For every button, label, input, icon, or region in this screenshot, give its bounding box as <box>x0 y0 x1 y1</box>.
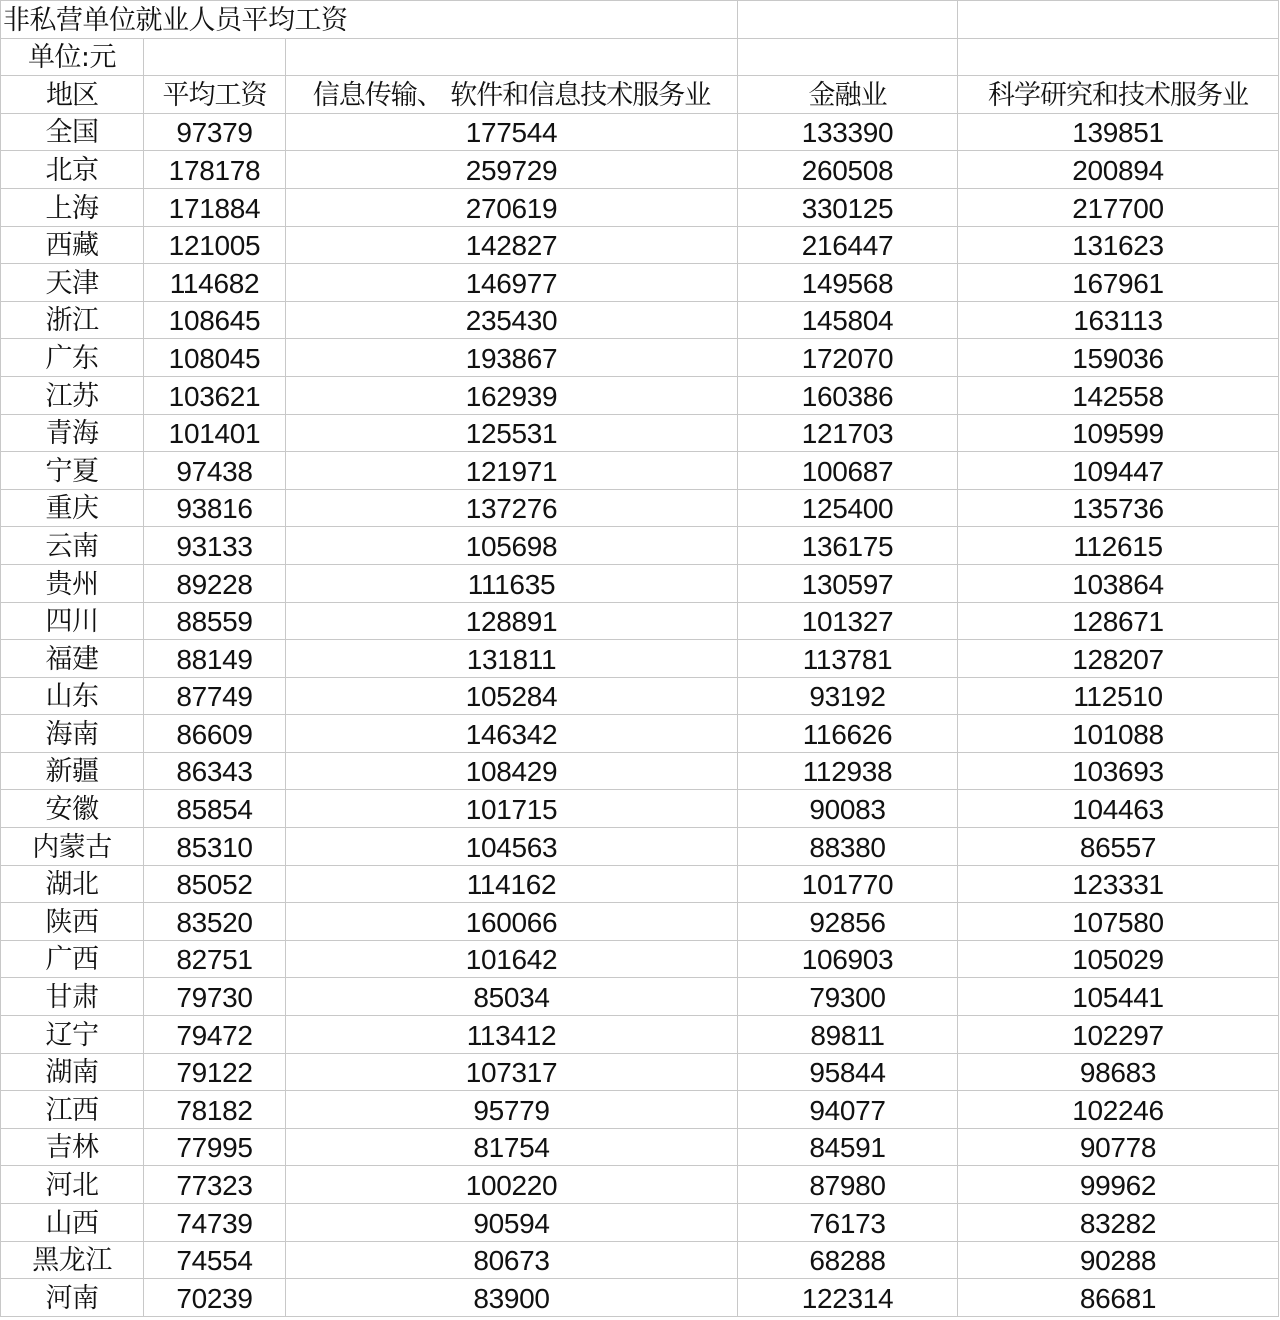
average-wage-cell[interactable]: 79730 <box>144 978 286 1016</box>
region-cell[interactable]: 北京 <box>1 151 144 189</box>
average-wage-cell[interactable]: 78182 <box>144 1091 286 1129</box>
it-services-cell[interactable]: 162939 <box>286 376 738 414</box>
table-row <box>1 188 1279 226</box>
science-tech-cell[interactable]: 159036 <box>958 339 1279 377</box>
table-row <box>1 527 1279 565</box>
average-wage-cell[interactable]: 114682 <box>144 264 286 302</box>
finance-cell[interactable]: 100687 <box>738 452 958 490</box>
it-services-cell[interactable]: 105698 <box>286 527 738 565</box>
finance-cell[interactable]: 330125 <box>738 188 958 226</box>
table-row <box>1 113 1279 151</box>
finance-cell[interactable]: 106903 <box>738 940 958 978</box>
table-row <box>1 1091 1279 1129</box>
region-cell[interactable]: 广西 <box>1 940 144 978</box>
region-cell[interactable]: 甘肃 <box>1 978 144 1016</box>
region-cell[interactable]: 江西 <box>1 1091 144 1129</box>
region-cell[interactable]: 贵州 <box>1 564 144 602</box>
average-wage-cell[interactable]: 83520 <box>144 903 286 941</box>
finance-cell[interactable]: 94077 <box>738 1091 958 1129</box>
science-tech-cell[interactable]: 103693 <box>958 752 1279 790</box>
region-cell[interactable]: 广东 <box>1 339 144 377</box>
average-wage-cell[interactable]: 88559 <box>144 602 286 640</box>
it-services-cell[interactable]: 270619 <box>286 188 738 226</box>
it-services-cell[interactable]: 125531 <box>286 414 738 452</box>
science-tech-cell[interactable]: 105029 <box>958 940 1279 978</box>
finance-cell[interactable]: 93192 <box>738 677 958 715</box>
it-services-cell[interactable]: 80673 <box>286 1241 738 1279</box>
finance-cell[interactable]: 149568 <box>738 264 958 302</box>
science-tech-cell[interactable]: 109599 <box>958 414 1279 452</box>
science-tech-cell[interactable]: 90288 <box>958 1241 1279 1279</box>
table-row <box>1 1166 1279 1204</box>
finance-cell[interactable]: 216447 <box>738 226 958 264</box>
table-row <box>1 264 1279 302</box>
science-tech-cell[interactable]: 101088 <box>958 715 1279 753</box>
table-row <box>1 1204 1279 1242</box>
average-wage-cell[interactable]: 178178 <box>144 151 286 189</box>
it-services-cell[interactable]: 100220 <box>286 1166 738 1204</box>
table-row <box>1 602 1279 640</box>
region-cell[interactable]: 四川 <box>1 602 144 640</box>
science-tech-cell[interactable]: 135736 <box>958 489 1279 527</box>
average-wage-cell[interactable]: 88149 <box>144 640 286 678</box>
table-row <box>1 1279 1279 1317</box>
finance-cell[interactable]: 95844 <box>738 1053 958 1091</box>
region-cell[interactable]: 天津 <box>1 264 144 302</box>
table-row <box>1 640 1279 678</box>
science-tech-cell[interactable]: 98683 <box>958 1053 1279 1091</box>
it-services-cell[interactable]: 193867 <box>286 339 738 377</box>
region-cell[interactable]: 湖南 <box>1 1053 144 1091</box>
table-row <box>1 903 1279 941</box>
region-cell[interactable]: 内蒙古 <box>1 828 144 866</box>
science-tech-cell[interactable]: 102297 <box>958 1016 1279 1054</box>
it-services-cell[interactable]: 107317 <box>286 1053 738 1091</box>
science-tech-cell[interactable]: 142558 <box>958 376 1279 414</box>
finance-cell[interactable]: 76173 <box>738 1204 958 1242</box>
region-cell[interactable]: 青海 <box>1 414 144 452</box>
table-row <box>1 865 1279 903</box>
it-services-cell[interactable]: 101642 <box>286 940 738 978</box>
finance-cell[interactable]: 79300 <box>738 978 958 1016</box>
finance-cell[interactable]: 113781 <box>738 640 958 678</box>
table-row <box>1 151 1279 189</box>
finance-cell[interactable]: 89811 <box>738 1016 958 1054</box>
science-tech-cell[interactable]: 90778 <box>958 1128 1279 1166</box>
average-wage-cell[interactable]: 93133 <box>144 527 286 565</box>
table-row <box>1 1241 1279 1279</box>
it-services-cell[interactable]: 128891 <box>286 602 738 640</box>
it-services-cell[interactable]: 131811 <box>286 640 738 678</box>
title-row <box>1 1 1279 39</box>
average-wage-cell[interactable]: 79122 <box>144 1053 286 1091</box>
region-cell[interactable]: 浙江 <box>1 301 144 339</box>
science-tech-cell[interactable]: 86557 <box>958 828 1279 866</box>
average-wage-cell[interactable]: 85310 <box>144 828 286 866</box>
average-wage-cell[interactable]: 171884 <box>144 188 286 226</box>
table-row <box>1 339 1279 377</box>
it-services-cell[interactable]: 104563 <box>286 828 738 866</box>
empty-cell[interactable] <box>286 38 738 76</box>
finance-cell[interactable]: 88380 <box>738 828 958 866</box>
region-cell[interactable]: 山东 <box>1 677 144 715</box>
average-wage-cell[interactable]: 93816 <box>144 489 286 527</box>
science-tech-cell[interactable]: 163113 <box>958 301 1279 339</box>
finance-cell[interactable]: 145804 <box>738 301 958 339</box>
average-wage-cell[interactable]: 70239 <box>144 1279 286 1317</box>
finance-cell[interactable]: 172070 <box>738 339 958 377</box>
finance-cell[interactable]: 84591 <box>738 1128 958 1166</box>
empty-cell[interactable] <box>144 38 286 76</box>
average-wage-cell[interactable]: 103621 <box>144 376 286 414</box>
region-cell[interactable]: 上海 <box>1 188 144 226</box>
table-row <box>1 452 1279 490</box>
region-cell[interactable]: 福建 <box>1 640 144 678</box>
it-services-cell[interactable]: 235430 <box>286 301 738 339</box>
average-wage-cell[interactable]: 108045 <box>144 339 286 377</box>
region-cell[interactable]: 新疆 <box>1 752 144 790</box>
science-tech-cell[interactable]: 109447 <box>958 452 1279 490</box>
empty-cell[interactable] <box>958 1 1279 39</box>
region-cell[interactable]: 陕西 <box>1 903 144 941</box>
region-cell[interactable]: 河北 <box>1 1166 144 1204</box>
finance-cell[interactable]: 160386 <box>738 376 958 414</box>
table-row <box>1 752 1279 790</box>
it-services-cell[interactable]: 101715 <box>286 790 738 828</box>
it-services-cell[interactable]: 160066 <box>286 903 738 941</box>
empty-cell[interactable] <box>958 38 1279 76</box>
table-row <box>1 301 1279 339</box>
it-services-cell[interactable]: 121971 <box>286 452 738 490</box>
finance-cell[interactable]: 133390 <box>738 113 958 151</box>
header-row <box>1 76 1279 114</box>
it-services-cell[interactable]: 85034 <box>286 978 738 1016</box>
empty-cell[interactable] <box>738 1 958 39</box>
average-wage-cell[interactable]: 89228 <box>144 564 286 602</box>
table-row <box>1 564 1279 602</box>
it-services-cell[interactable]: 83900 <box>286 1279 738 1317</box>
it-services-cell[interactable]: 81754 <box>286 1128 738 1166</box>
science-tech-cell[interactable]: 112615 <box>958 527 1279 565</box>
table-row <box>1 828 1279 866</box>
science-tech-cell[interactable]: 83282 <box>958 1204 1279 1242</box>
it-services-cell[interactable]: 90594 <box>286 1204 738 1242</box>
average-wage-cell[interactable]: 82751 <box>144 940 286 978</box>
region-cell[interactable]: 山西 <box>1 1204 144 1242</box>
table-row <box>1 414 1279 452</box>
region-cell[interactable]: 江苏 <box>1 376 144 414</box>
region-cell[interactable]: 西藏 <box>1 226 144 264</box>
finance-cell[interactable]: 87980 <box>738 1166 958 1204</box>
unit-row <box>1 38 1279 76</box>
average-wage-cell[interactable]: 77995 <box>144 1128 286 1166</box>
average-wage-cell[interactable]: 85854 <box>144 790 286 828</box>
science-tech-cell[interactable]: 167961 <box>958 264 1279 302</box>
finance-cell[interactable]: 92856 <box>738 903 958 941</box>
science-tech-cell[interactable]: 105441 <box>958 978 1279 1016</box>
average-wage-cell[interactable]: 74739 <box>144 1204 286 1242</box>
table-row <box>1 226 1279 264</box>
science-tech-cell[interactable]: 104463 <box>958 790 1279 828</box>
finance-cell[interactable]: 90083 <box>738 790 958 828</box>
science-tech-cell[interactable]: 112510 <box>958 677 1279 715</box>
finance-cell[interactable]: 130597 <box>738 564 958 602</box>
finance-cell[interactable]: 116626 <box>738 715 958 753</box>
it-services-cell[interactable]: 111635 <box>286 564 738 602</box>
table-row <box>1 1016 1279 1054</box>
it-services-cell[interactable]: 146977 <box>286 264 738 302</box>
average-wage-cell[interactable]: 87749 <box>144 677 286 715</box>
science-tech-cell[interactable]: 123331 <box>958 865 1279 903</box>
it-services-cell[interactable]: 95779 <box>286 1091 738 1129</box>
average-wage-cell[interactable]: 101401 <box>144 414 286 452</box>
finance-cell[interactable]: 101770 <box>738 865 958 903</box>
empty-cell[interactable] <box>738 38 958 76</box>
science-tech-cell[interactable]: 131623 <box>958 226 1279 264</box>
science-tech-cell[interactable]: 128207 <box>958 640 1279 678</box>
average-wage-cell[interactable]: 74554 <box>144 1241 286 1279</box>
it-services-cell[interactable]: 259729 <box>286 151 738 189</box>
table-row <box>1 677 1279 715</box>
region-cell[interactable]: 全国 <box>1 113 144 151</box>
average-wage-cell[interactable]: 85052 <box>144 865 286 903</box>
region-cell[interactable]: 河南 <box>1 1279 144 1317</box>
science-tech-cell[interactable]: 99962 <box>958 1166 1279 1204</box>
sheet-title-cell[interactable]: 非私营单位就业人员平均工资 <box>1 1 738 39</box>
finance-cell[interactable]: 101327 <box>738 602 958 640</box>
region-cell[interactable]: 辽宁 <box>1 1016 144 1054</box>
region-cell[interactable]: 黑龙江 <box>1 1241 144 1279</box>
header-region[interactable]: 地区 <box>1 76 144 114</box>
science-tech-cell[interactable]: 217700 <box>958 188 1279 226</box>
table-row <box>1 978 1279 1016</box>
region-cell[interactable]: 宁夏 <box>1 452 144 490</box>
average-wage-cell[interactable]: 97379 <box>144 113 286 151</box>
science-tech-cell[interactable]: 200894 <box>958 151 1279 189</box>
finance-cell[interactable]: 260508 <box>738 151 958 189</box>
header-science-tech[interactable]: 科学研究和技术服务业 <box>958 76 1279 114</box>
science-tech-cell[interactable]: 102246 <box>958 1091 1279 1129</box>
finance-cell[interactable]: 136175 <box>738 527 958 565</box>
region-cell[interactable]: 云南 <box>1 527 144 565</box>
it-services-cell[interactable]: 105284 <box>286 677 738 715</box>
it-services-cell[interactable]: 137276 <box>286 489 738 527</box>
region-cell[interactable]: 海南 <box>1 715 144 753</box>
average-wage-cell[interactable]: 97438 <box>144 452 286 490</box>
average-wage-cell[interactable]: 108645 <box>144 301 286 339</box>
table-row <box>1 489 1279 527</box>
it-services-cell[interactable]: 113412 <box>286 1016 738 1054</box>
science-tech-cell[interactable]: 86681 <box>958 1279 1279 1317</box>
science-tech-cell[interactable]: 128671 <box>958 602 1279 640</box>
it-services-cell[interactable]: 108429 <box>286 752 738 790</box>
finance-cell[interactable]: 68288 <box>738 1241 958 1279</box>
region-cell[interactable]: 湖北 <box>1 865 144 903</box>
header-it-services[interactable]: 信息传输、 软件和信息技术服务业 <box>286 76 738 114</box>
it-services-cell[interactable]: 142827 <box>286 226 738 264</box>
region-cell[interactable]: 吉林 <box>1 1128 144 1166</box>
it-services-cell[interactable]: 177544 <box>286 113 738 151</box>
finance-cell[interactable]: 112938 <box>738 752 958 790</box>
header-average-wage[interactable]: 平均工资 <box>144 76 286 114</box>
average-wage-cell[interactable]: 86343 <box>144 752 286 790</box>
finance-cell[interactable]: 125400 <box>738 489 958 527</box>
it-services-cell[interactable]: 114162 <box>286 865 738 903</box>
average-wage-cell[interactable]: 86609 <box>144 715 286 753</box>
science-tech-cell[interactable]: 107580 <box>958 903 1279 941</box>
table-row <box>1 940 1279 978</box>
it-services-cell[interactable]: 146342 <box>286 715 738 753</box>
unit-label-cell[interactable]: 单位:元 <box>1 38 144 76</box>
header-finance[interactable]: 金融业 <box>738 76 958 114</box>
region-cell[interactable]: 安徽 <box>1 790 144 828</box>
table-row <box>1 376 1279 414</box>
region-cell[interactable]: 重庆 <box>1 489 144 527</box>
finance-cell[interactable]: 122314 <box>738 1279 958 1317</box>
science-tech-cell[interactable]: 103864 <box>958 564 1279 602</box>
average-wage-cell[interactable]: 79472 <box>144 1016 286 1054</box>
table-row <box>1 1053 1279 1091</box>
science-tech-cell[interactable]: 139851 <box>958 113 1279 151</box>
table-row <box>1 715 1279 753</box>
average-wage-cell[interactable]: 121005 <box>144 226 286 264</box>
average-wage-cell[interactable]: 77323 <box>144 1166 286 1204</box>
table-row <box>1 1128 1279 1166</box>
finance-cell[interactable]: 121703 <box>738 414 958 452</box>
table-row <box>1 790 1279 828</box>
